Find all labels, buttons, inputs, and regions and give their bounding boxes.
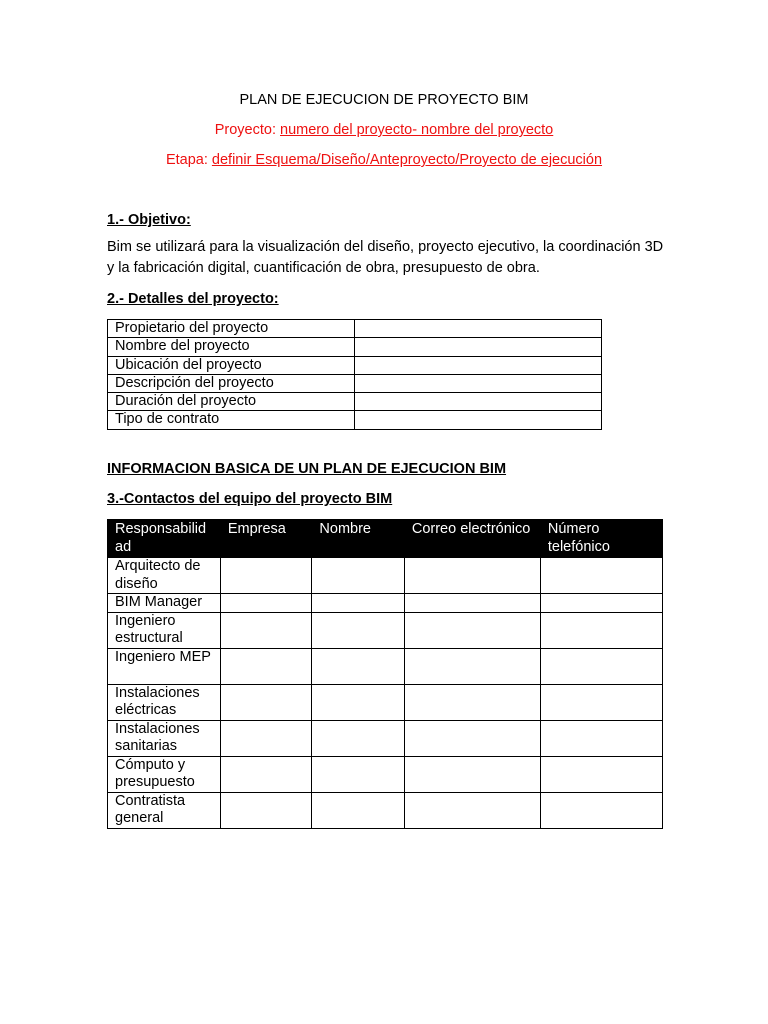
table-row bbox=[108, 374, 602, 392]
name-cell[interactable] bbox=[312, 558, 404, 594]
phone-cell[interactable] bbox=[540, 684, 662, 720]
name-cell[interactable] bbox=[312, 684, 404, 720]
phone-cell[interactable] bbox=[540, 648, 662, 684]
contacts-table bbox=[107, 519, 663, 829]
table-row bbox=[108, 720, 663, 756]
stage-value: definir Esquema/Diseño/Anteproyecto/Proyecto de ejecución bbox=[211, 152, 603, 168]
name-cell[interactable] bbox=[312, 594, 404, 613]
name-cell[interactable] bbox=[312, 792, 404, 828]
details-value[interactable] bbox=[355, 320, 602, 338]
table-row bbox=[108, 684, 663, 720]
company-cell[interactable] bbox=[220, 558, 312, 594]
bim-plan-info-heading: INFORMACION BASICA DE UN PLAN DE EJECUCION BIM bbox=[107, 461, 507, 477]
email-cell[interactable] bbox=[404, 612, 540, 648]
company-cell[interactable] bbox=[220, 720, 312, 756]
role-cell: Instalaciones sanitarias bbox=[108, 720, 221, 756]
details-label: Propietario del proyecto bbox=[108, 320, 355, 338]
objective-text: Bim se utilizará para la visualización del diseño, proyecto ejecutivo, la coordinación 3D y la fabricación digital, cuantificación de obra, presupuesto de obra. bbox=[107, 239, 664, 276]
company-cell[interactable] bbox=[220, 684, 312, 720]
table-row bbox=[108, 558, 663, 594]
details-value[interactable] bbox=[355, 411, 602, 429]
phone-cell[interactable] bbox=[540, 756, 662, 792]
company-cell[interactable] bbox=[220, 792, 312, 828]
table-row bbox=[108, 320, 602, 338]
table-row bbox=[108, 411, 602, 429]
role-cell: Ingeniero MEP bbox=[108, 648, 221, 684]
details-value[interactable] bbox=[355, 338, 602, 356]
role-cell: Arquitecto de diseño bbox=[108, 558, 221, 594]
details-label: Descripción del proyecto bbox=[108, 374, 355, 392]
email-cell[interactable] bbox=[404, 756, 540, 792]
document-title: PLAN DE EJECUCION DE PROYECTO BIM bbox=[239, 92, 529, 108]
table-row bbox=[108, 612, 663, 648]
email-cell[interactable] bbox=[404, 684, 540, 720]
phone-cell[interactable] bbox=[540, 594, 662, 613]
section-objective-heading: 1.- Objetivo: bbox=[107, 212, 191, 228]
email-cell[interactable] bbox=[404, 594, 540, 613]
column-header-email: Correo electrónico bbox=[404, 520, 540, 558]
email-cell[interactable] bbox=[404, 558, 540, 594]
section-details-heading: 2.- Detalles del proyecto: bbox=[107, 291, 279, 307]
table-header-row bbox=[108, 520, 663, 558]
role-cell: Ingeniero estructural bbox=[108, 612, 221, 648]
project-details-table bbox=[107, 319, 602, 430]
company-cell[interactable] bbox=[220, 594, 312, 613]
phone-cell[interactable] bbox=[540, 612, 662, 648]
role-cell: Contratista general bbox=[108, 792, 221, 828]
column-header-responsibility: Responsabilid ad bbox=[108, 520, 221, 558]
name-cell[interactable] bbox=[312, 720, 404, 756]
company-cell[interactable] bbox=[220, 756, 312, 792]
stage-label: Etapa: bbox=[165, 152, 212, 168]
name-cell[interactable] bbox=[312, 756, 404, 792]
stage-line bbox=[0, 151, 768, 169]
table-row bbox=[108, 648, 663, 684]
email-cell[interactable] bbox=[404, 792, 540, 828]
section-contacts-heading: 3.-Contactos del equipo del proyecto BIM bbox=[107, 491, 393, 507]
table-row bbox=[108, 594, 663, 613]
company-cell[interactable] bbox=[220, 648, 312, 684]
email-cell[interactable] bbox=[404, 648, 540, 684]
phone-cell[interactable] bbox=[540, 558, 662, 594]
name-cell[interactable] bbox=[312, 648, 404, 684]
details-value[interactable] bbox=[355, 374, 602, 392]
table-row bbox=[108, 356, 602, 374]
email-cell[interactable] bbox=[404, 720, 540, 756]
column-header-name: Nombre bbox=[312, 520, 404, 558]
phone-cell[interactable] bbox=[540, 720, 662, 756]
project-value: numero del proyecto- nombre del proyecto bbox=[280, 122, 554, 138]
project-line bbox=[0, 121, 768, 139]
details-value[interactable] bbox=[355, 393, 602, 411]
table-row bbox=[108, 792, 663, 828]
role-cell: Instalaciones eléctricas bbox=[108, 684, 221, 720]
column-header-phone: Número telefónico bbox=[540, 520, 662, 558]
name-cell[interactable] bbox=[312, 612, 404, 648]
company-cell[interactable] bbox=[220, 612, 312, 648]
details-label: Duración del proyecto bbox=[108, 393, 355, 411]
role-cell: BIM Manager bbox=[108, 594, 221, 613]
details-label: Tipo de contrato bbox=[108, 411, 355, 429]
details-value[interactable] bbox=[355, 356, 602, 374]
role-cell: Cómputo y presupuesto bbox=[108, 756, 221, 792]
phone-cell[interactable] bbox=[540, 792, 662, 828]
table-row bbox=[108, 338, 602, 356]
details-label: Ubicación del proyecto bbox=[108, 356, 355, 374]
column-header-company: Empresa bbox=[220, 520, 312, 558]
details-label: Nombre del proyecto bbox=[108, 338, 355, 356]
project-label: Proyecto: bbox=[214, 122, 281, 138]
table-row bbox=[108, 756, 663, 792]
table-row bbox=[108, 393, 602, 411]
